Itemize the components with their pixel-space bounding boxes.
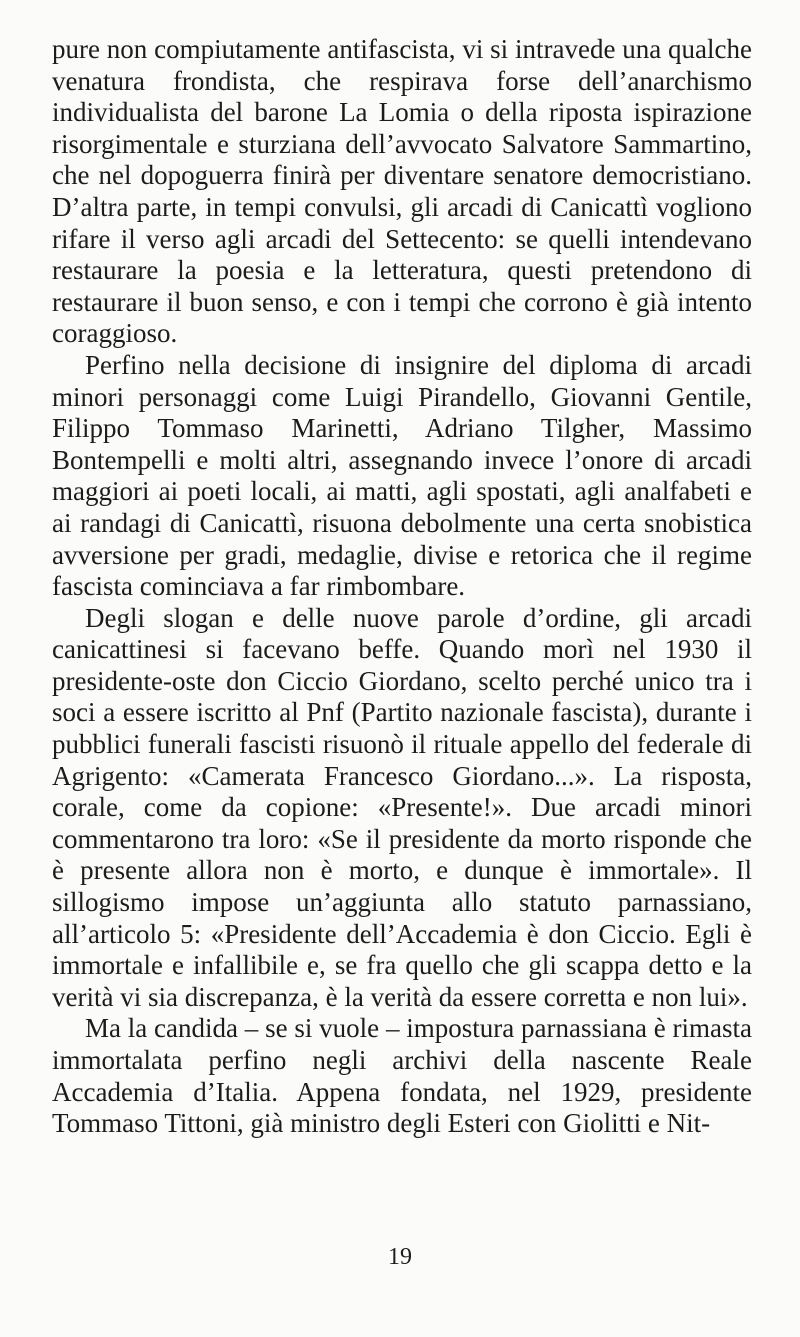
page-body bbox=[52, 34, 752, 1140]
paragraph-4: Ma la candida – se si vuole – impostura parnassiana è rimasta immortalata perfino negli archivi della nascente Reale Accademia d’Italia. Appena fondata, nel 1929, presidente Tommaso Tittoni, già ministro degli Esteri con Giolitti e Nit- bbox=[52, 1013, 752, 1139]
paragraph-1: pure non compiutamente antifascista, vi si intravede una qualche venatura frondista, che respirava forse dell’anarchismo individualista del barone La Lomia o della riposta ispirazione risorgimentale e sturziana dell’avvocato Salvatore Sammartino, che nel dopoguerra finirà per diventare senatore democristiano. D’altra parte, in tempi convulsi, gli arcadi di Canicattì vogliono rifare il verso agli arcadi del Settecento: se quelli intendevano restaurare la poesia e la letteratura, questi pretendono di restaurare il buon senso, e con i tempi che corrono è già intento coraggioso. bbox=[52, 34, 752, 349]
paragraph-2: Perfino nella decisione di insignire del diploma di arcadi minori personaggi come Luigi Pirandello, Giovanni Gentile, Filippo Tommaso Marinetti, Adriano Tilgher, Massimo Bontempelli e molti altri, assegnando invece l’onore di arcadi maggiori ai poeti locali, ai matti, agli spostati, agli analfabeti e ai randagi di Canicattì, risuona debolmente una certa snobistica avversione per gradi, medaglie, divise e retorica che il regime fascista cominciava a far rimbombare. bbox=[52, 349, 752, 602]
page-number: 19 bbox=[388, 1244, 412, 1270]
paragraph-3: Degli slogan e delle nuove parole d’ordine, gli arcadi canicattinesi si facevano beffe. Quando morì nel 1930 il presidente-oste don Ciccio Giordano, scelto perché unico tra i soci a essere iscritto al Pnf (Partito nazionale fascista), durante i pubblici funerali fascisti risuonò il rituale appello del federale di Agrigento: «Camerata Francesco Giordano...». La risposta, corale, come da copione: «Presente!». Due arcadi minori commentarono tra loro: «Se il presidente da morto risponde che è presente allora non è morto, e dunque è immortale». Il sillogismo impose un’aggiunta allo statuto parnassiano, all’articolo 5: «Presidente dell’Accademia è don Ciccio. Egli è immortale e infallibile e, se fra quello che gli scappa detto e la verità vi sia discrepanza, è la verità da essere corretta e non lui». bbox=[52, 602, 752, 1012]
